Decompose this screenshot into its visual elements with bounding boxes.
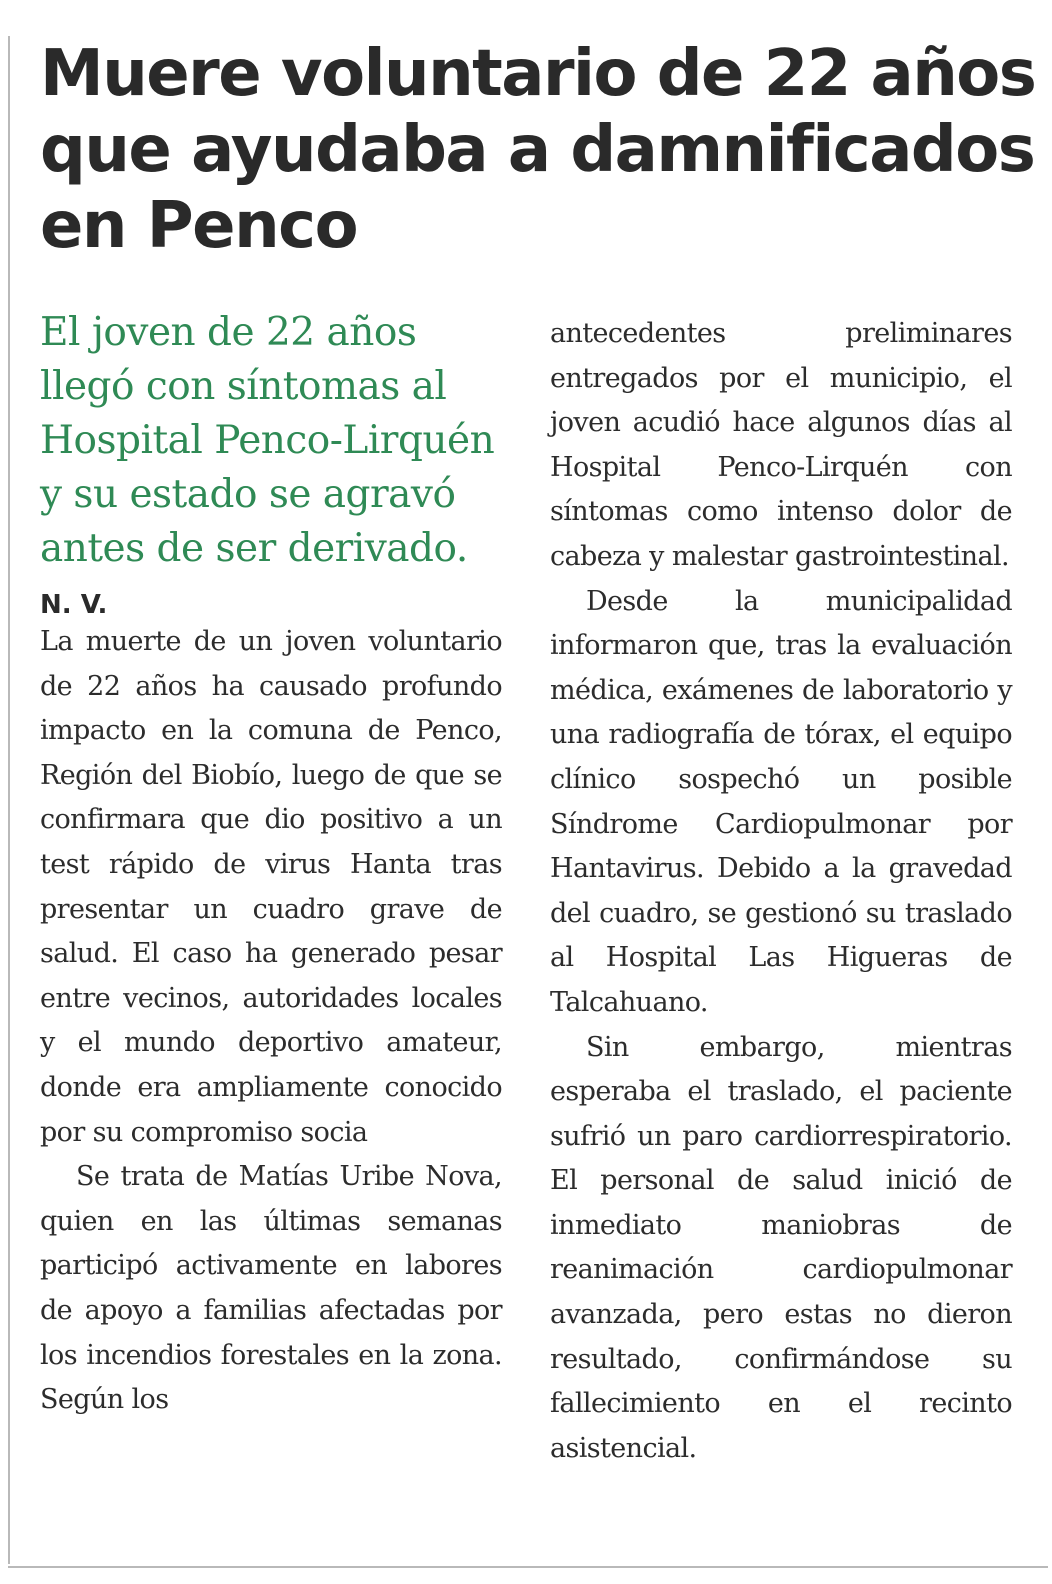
left-border-rule bbox=[8, 36, 10, 1564]
article-paragraph-4: Sin embargo, mientras esperaba el traslado, el paciente sufrió un paro cardiorrespiratorio. El personal de salud inició de inmediato maniobras de reanimación cardiopulmonar avanzada, pero estas no dieron resultado, confirmándose su fallecimiento en el recinto asistencial. bbox=[550, 1031, 1012, 1464]
article-paragraph-2-start: Se trata de Matías Uribe Nova, quien en las últimas semanas participó activamente en labores de apoyo a familias afectadas por los incendios forestales en la zona. Según los bbox=[40, 1161, 502, 1416]
article-column-left bbox=[40, 306, 502, 1423]
article-headline: Muere voluntario de 22 años que ayudaba a damnificados en Penco bbox=[40, 37, 1036, 263]
article-paragraph-2-continued: antecedentes preliminares entregados por el municipio, el joven acudió hace algunos días al Hospital Penco-Lirquén con síntomas como intenso dolor de cabeza y malestar gastrointestinal. bbox=[550, 318, 1012, 572]
article-column-right bbox=[550, 312, 1012, 1471]
bottom-border-rule bbox=[8, 1566, 1048, 1568]
article-paragraph-1: La muerte de un joven voluntario de 22 años ha causado profundo impacto en la comuna de Penco, Región del Biobío, luego de que se confirmara que dio positivo a un test rápido de virus Hanta tras presentar un cuadro grave de salud. El caso ha generado pesar entre vecinos, autoridades locales y el mundo deportivo amateur, donde era ampliamente conocido por su compromiso socia bbox=[40, 626, 502, 1148]
article-byline: N. V. bbox=[40, 590, 108, 620]
article-paragraph-3: Desde la municipalidad informaron que, tras la evaluación médica, exámenes de laboratorio y una radiografía de tórax, el equipo clínico sospechó un posible Síndrome Cardiopulmonar por Hantavirus. Debido a la gravedad del cuadro, se gestionó su traslado al Hospital Las Higueras de Talcahuano. bbox=[550, 585, 1012, 1018]
article-lede: El joven de 22 años llegó con síntomas al Hospital Penco-Lirquén y su estado se agravó antes de ser derivado. bbox=[40, 310, 495, 571]
